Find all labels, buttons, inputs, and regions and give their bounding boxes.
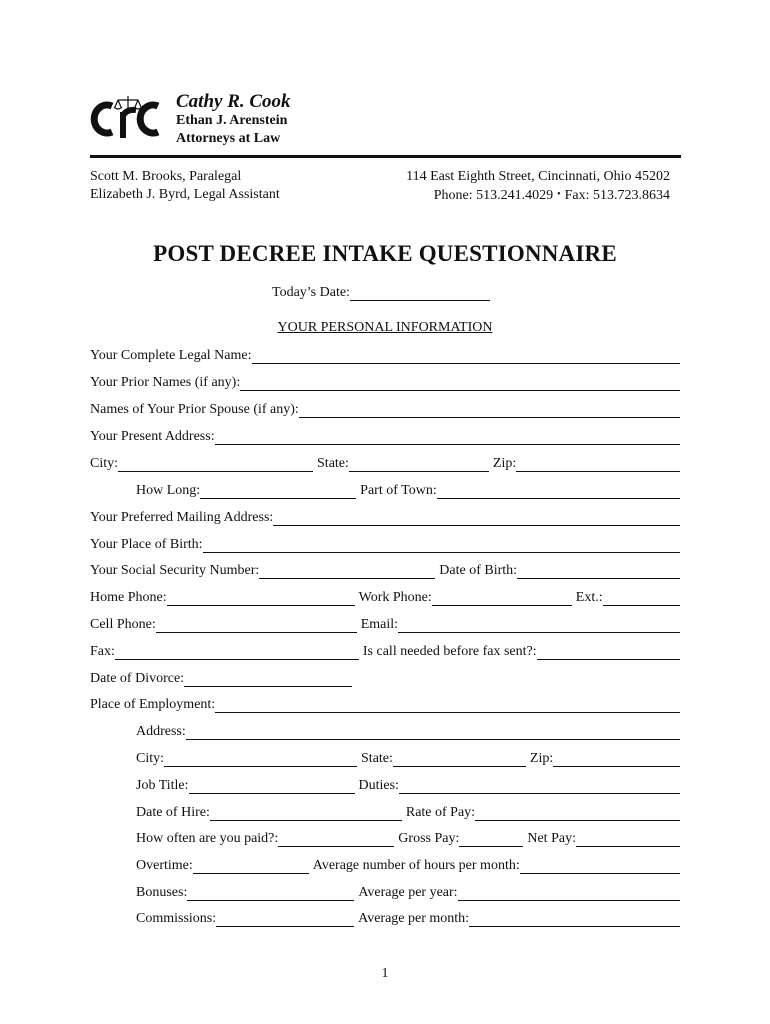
email-field[interactable] (398, 619, 680, 633)
row-date-of-divorce (90, 669, 680, 687)
employer-zip-field[interactable] (553, 753, 680, 767)
employer-address-label: Address: (136, 724, 186, 739)
place-of-birth-field[interactable] (203, 539, 680, 553)
contact-block (406, 168, 670, 205)
section-heading-text: YOUR PERSONAL INFORMATION (277, 320, 493, 335)
employer-address-field[interactable] (186, 726, 680, 740)
avg-hours-label: Average number of hours per month: (312, 858, 520, 873)
date-of-divorce-field[interactable] (184, 673, 352, 687)
staff-block (90, 168, 280, 204)
gross-pay-label: Gross Pay: (398, 831, 460, 846)
avg-hours-field[interactable] (520, 860, 680, 874)
job-title-label: Job Title: (136, 778, 189, 793)
avg-per-month-field[interactable] (469, 913, 680, 927)
state-field[interactable] (349, 458, 489, 472)
legal-name-field[interactable] (252, 350, 681, 364)
bonuses-label: Bonuses: (136, 885, 188, 900)
work-phone-field[interactable] (432, 592, 572, 606)
employer-city-field[interactable] (164, 753, 357, 767)
firm-name-primary: Cathy R. Cook (176, 91, 291, 112)
gross-pay-field[interactable] (459, 833, 523, 847)
ext-field[interactable] (603, 592, 680, 606)
call-before-fax-label: Is call needed before fax sent?: (362, 644, 537, 659)
row-employer-city (136, 749, 680, 767)
rate-of-pay-label: Rate of Pay: (405, 805, 476, 820)
firm-subtitle: Attorneys at Law (176, 131, 281, 146)
how-long-label: How Long: (136, 483, 201, 498)
commissions-field[interactable] (216, 913, 354, 927)
mailing-address-label: Your Preferred Mailing Address: (90, 510, 274, 525)
prior-names-label: Your Prior Names (if any): (90, 375, 241, 390)
row-bonuses (136, 883, 680, 901)
overtime-field[interactable] (193, 860, 309, 874)
street-address: 114 East Eighth Street, Cincinnati, Ohio 45202 (406, 169, 670, 184)
staff-paralegal: Scott M. Brooks, Paralegal (90, 169, 242, 184)
part-of-town-label: Part of Town: (360, 483, 437, 498)
cell-phone-label: Cell Phone: (90, 617, 156, 632)
overtime-label: Overtime: (136, 858, 193, 873)
net-pay-label: Net Pay: (527, 831, 576, 846)
zip-field[interactable] (516, 458, 680, 472)
todays-date-row (272, 285, 494, 301)
prior-names-field[interactable] (240, 377, 680, 391)
phone-fax-line (406, 186, 670, 205)
dob-field[interactable] (517, 565, 680, 579)
city-field[interactable] (118, 458, 313, 472)
fax-number: Fax: 513.723.8634 (564, 188, 670, 203)
avg-per-month-label: Average per month: (358, 911, 470, 926)
employer-city-label: City: (136, 751, 165, 766)
firm-logo (90, 92, 162, 144)
bonuses-field[interactable] (187, 887, 354, 901)
row-place-of-employment (90, 695, 680, 713)
row-overtime (136, 856, 680, 874)
section-heading (0, 320, 770, 336)
mailing-address-field[interactable] (273, 512, 680, 526)
commissions-label: Commissions: (136, 911, 217, 926)
row-city-state-zip (90, 454, 680, 472)
city-label: City: (90, 456, 119, 471)
email-label: Email: (360, 617, 399, 632)
rate-of-pay-field[interactable] (475, 807, 680, 821)
call-before-fax-field[interactable] (537, 646, 680, 660)
phone-number: Phone: 513.241.4029 (433, 188, 554, 203)
ext-label: Ext.: (575, 590, 603, 605)
fax-field[interactable] (115, 646, 359, 660)
row-legal-name (90, 346, 680, 364)
part-of-town-field[interactable] (437, 485, 680, 499)
how-often-paid-field[interactable] (278, 833, 394, 847)
ssn-label: Your Social Security Number: (90, 563, 260, 578)
avg-per-year-field[interactable] (458, 887, 680, 901)
state-label: State: (317, 456, 349, 471)
work-phone-label: Work Phone: (358, 590, 432, 605)
home-phone-label: Home Phone: (90, 590, 167, 605)
row-how-long (136, 481, 680, 499)
ssn-field[interactable] (259, 565, 435, 579)
document-title: POST DECREE INTAKE QUESTIONNAIRE (153, 241, 617, 266)
prior-spouse-field[interactable] (299, 404, 680, 418)
todays-date-field[interactable] (350, 287, 490, 301)
duties-field[interactable] (399, 780, 680, 794)
place-of-birth-label: Your Place of Birth: (90, 537, 203, 552)
row-pay (136, 829, 680, 847)
duties-label: Duties: (358, 778, 399, 793)
row-prior-spouse (90, 400, 680, 418)
firm-name-secondary: Ethan J. Arenstein (176, 113, 288, 128)
row-place-of-birth (90, 535, 680, 553)
present-address-label: Your Present Address: (90, 429, 215, 444)
home-phone-field[interactable] (167, 592, 355, 606)
avg-per-year-label: Average per year: (358, 885, 458, 900)
bullet-separator: • (557, 189, 561, 200)
row-cell-email (90, 615, 680, 633)
prior-spouse-label: Names of Your Prior Spouse (if any): (90, 402, 299, 417)
place-of-employment-field[interactable] (215, 699, 680, 713)
row-job-title (136, 776, 680, 794)
employer-zip-label: Zip: (529, 751, 554, 766)
employer-state-field[interactable] (393, 753, 526, 767)
present-address-field[interactable] (215, 431, 680, 445)
row-prior-names (90, 373, 680, 391)
row-employer-address (136, 722, 680, 740)
page-number: 1 (381, 966, 389, 981)
row-commissions (136, 909, 680, 927)
how-often-paid-label: How often are you paid?: (136, 831, 279, 846)
dob-label: Date of Birth: (439, 563, 518, 578)
fax-label: Fax: (90, 644, 115, 659)
row-fax (90, 642, 680, 660)
net-pay-field[interactable] (576, 833, 680, 847)
row-present-address (90, 427, 680, 445)
header-divider (90, 155, 681, 158)
how-long-field[interactable] (200, 485, 356, 499)
date-of-hire-field[interactable] (210, 807, 402, 821)
row-phones (90, 588, 680, 606)
todays-date-label: Today’s Date: (272, 285, 350, 300)
zip-label: Zip: (492, 456, 517, 471)
cell-phone-field[interactable] (156, 619, 357, 633)
job-title-field[interactable] (189, 780, 355, 794)
place-of-employment-label: Place of Employment: (90, 697, 216, 712)
staff-legal-assistant: Elizabeth J. Byrd, Legal Assistant (90, 187, 280, 202)
employer-state-label: State: (361, 751, 393, 766)
date-of-hire-label: Date of Hire: (136, 805, 210, 820)
date-of-divorce-label: Date of Divorce: (90, 671, 185, 686)
row-ssn-dob (90, 561, 680, 579)
row-mailing-address (90, 508, 680, 526)
legal-name-label: Your Complete Legal Name: (90, 348, 252, 363)
row-hire-rate (136, 803, 680, 821)
